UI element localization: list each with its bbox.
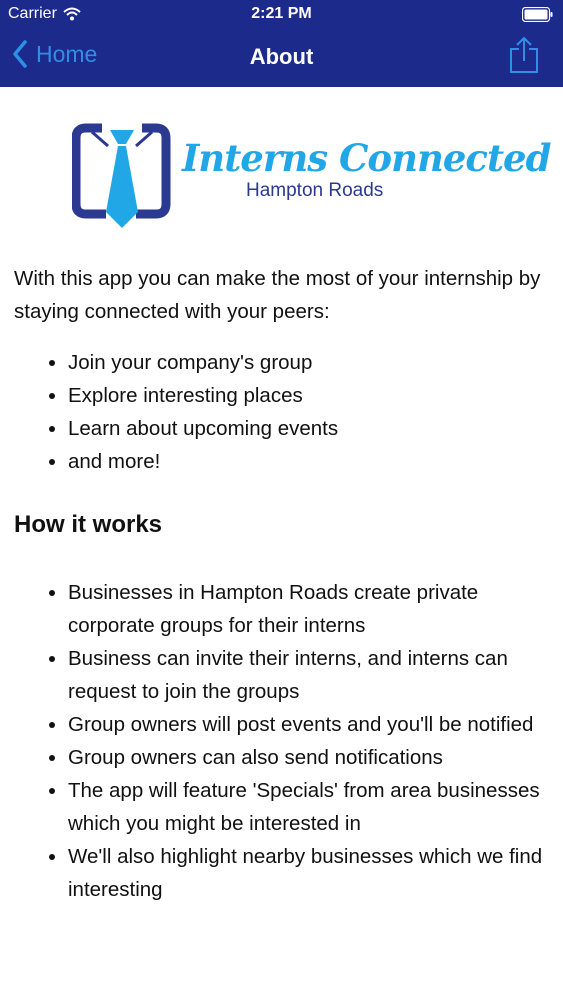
app-logo bbox=[72, 120, 551, 232]
section-title: How it works bbox=[14, 511, 163, 538]
list-item: • Learn about upcoming events bbox=[68, 412, 549, 445]
share-icon[interactable] bbox=[509, 36, 539, 74]
status-time: 2:21 PM bbox=[251, 5, 312, 22]
logo-subtitle: Hampton Roads bbox=[246, 180, 384, 201]
list-item: • Group owners can also send notifications bbox=[68, 741, 549, 774]
intro-text: With this app you can make the most of your internship by staying connected with your peers: bbox=[14, 267, 541, 323]
how-it-works-list bbox=[14, 576, 549, 906]
list-item: • Explore interesting places bbox=[68, 379, 549, 412]
back-label: Home bbox=[36, 40, 98, 67]
list-item: • Group owners will post events and you'll be notified bbox=[68, 708, 549, 741]
battery-icon bbox=[522, 7, 553, 22]
features-list bbox=[14, 346, 549, 478]
header bbox=[0, 0, 563, 87]
list-item: • and more! bbox=[68, 445, 549, 478]
logo-tie-icon bbox=[72, 120, 172, 232]
list-item: • We'll also highlight nearby businesses which we find interesting bbox=[68, 840, 549, 906]
logo-title: Interns Connected bbox=[182, 136, 551, 180]
status-bar bbox=[0, 0, 563, 30]
list-item: • Businesses in Hampton Roads create private corporate groups for their interns bbox=[68, 576, 549, 642]
page-title: About bbox=[249, 44, 314, 69]
list-item: • Business can invite their interns, and interns can request to join the groups bbox=[68, 642, 549, 708]
list-item: • Join your company's group bbox=[68, 346, 549, 379]
carrier-label: Carrier bbox=[8, 5, 57, 22]
about-content bbox=[14, 262, 549, 906]
nav-bar bbox=[0, 30, 563, 87]
list-item: • The app will feature 'Specials' from area businesses which you might be interested in bbox=[68, 774, 549, 840]
